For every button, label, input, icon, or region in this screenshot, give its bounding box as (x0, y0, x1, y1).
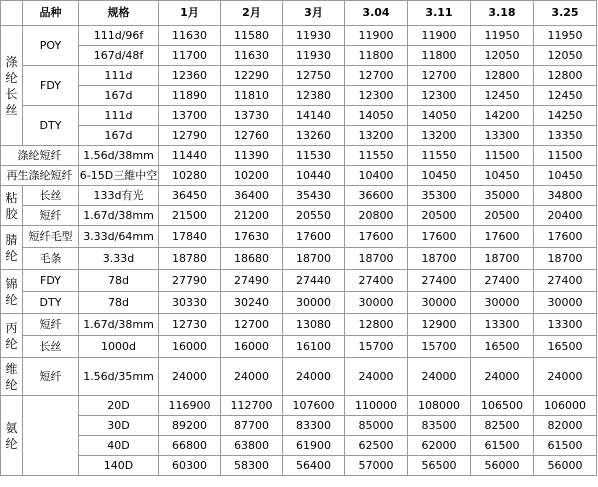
table-row (1, 106, 597, 126)
spec-cell: 1.56d/38mm (79, 146, 159, 166)
value-cell: 13300 (534, 314, 597, 336)
spec-cell: 6-15D三維中空 (79, 166, 159, 186)
spec-cell: 40D (79, 436, 159, 456)
value-cell: 35000 (471, 186, 534, 206)
value-cell: 11900 (408, 26, 471, 46)
spec-cell: 1000d (79, 336, 159, 358)
value-cell: 13300 (471, 314, 534, 336)
value-cell: 11440 (159, 146, 221, 166)
value-cell: 16500 (471, 336, 534, 358)
value-cell: 24000 (408, 358, 471, 396)
value-cell: 35430 (283, 186, 345, 206)
type-cell (23, 396, 79, 476)
table-row (1, 436, 597, 456)
value-cell: 110000 (345, 396, 408, 416)
value-cell: 27490 (221, 270, 283, 292)
category-cell: 涤纶短纤 (1, 146, 79, 166)
value-cell: 24000 (471, 358, 534, 396)
value-cell: 12700 (221, 314, 283, 336)
table-row (1, 46, 597, 66)
value-cell: 35300 (408, 186, 471, 206)
value-cell: 61500 (534, 436, 597, 456)
category-cell: 腈纶 (1, 226, 23, 270)
value-cell: 20400 (534, 206, 597, 226)
value-cell: 17600 (471, 226, 534, 248)
category-cell: 涤纶长丝 (1, 26, 23, 146)
value-cell: 14050 (345, 106, 408, 126)
value-cell: 18680 (221, 248, 283, 270)
value-cell: 10450 (471, 166, 534, 186)
value-cell: 12300 (345, 86, 408, 106)
value-cell: 11800 (408, 46, 471, 66)
value-cell: 27790 (159, 270, 221, 292)
type-cell: 短纤毛型 (23, 226, 79, 248)
value-cell: 11890 (159, 86, 221, 106)
value-cell: 13200 (408, 126, 471, 146)
table-row (1, 248, 597, 270)
type-cell: FDY (23, 270, 79, 292)
value-cell: 14250 (534, 106, 597, 126)
spec-cell: 30D (79, 416, 159, 436)
value-cell: 30000 (408, 292, 471, 314)
value-cell: 62500 (345, 436, 408, 456)
value-cell: 83300 (283, 416, 345, 436)
value-cell: 15700 (408, 336, 471, 358)
value-cell: 27440 (283, 270, 345, 292)
value-cell: 116900 (159, 396, 221, 416)
value-cell: 18700 (283, 248, 345, 270)
type-cell: 长丝 (23, 336, 79, 358)
value-cell: 10450 (408, 166, 471, 186)
type-cell: DTY (23, 292, 79, 314)
value-cell: 36600 (345, 186, 408, 206)
value-cell: 17840 (159, 226, 221, 248)
value-cell: 11550 (408, 146, 471, 166)
header-cell: 规格 (79, 1, 159, 26)
value-cell: 12700 (408, 66, 471, 86)
value-cell: 11800 (345, 46, 408, 66)
value-cell: 13730 (221, 106, 283, 126)
value-cell: 36450 (159, 186, 221, 206)
header-cell (1, 1, 23, 26)
value-cell: 57000 (345, 456, 408, 476)
value-cell: 10400 (345, 166, 408, 186)
value-cell: 107600 (283, 396, 345, 416)
category-cell: 粘胶 (1, 186, 23, 226)
value-cell: 18700 (471, 248, 534, 270)
value-cell: 13260 (283, 126, 345, 146)
value-cell: 11900 (345, 26, 408, 46)
table-row (1, 146, 597, 166)
header-cell: 2月 (221, 1, 283, 26)
value-cell: 17630 (221, 226, 283, 248)
value-cell: 20800 (345, 206, 408, 226)
value-cell: 11580 (221, 26, 283, 46)
value-cell: 16500 (534, 336, 597, 358)
value-cell: 11930 (283, 46, 345, 66)
value-cell: 18700 (345, 248, 408, 270)
table-row (1, 270, 597, 292)
table-row (1, 66, 597, 86)
spec-cell: 78d (79, 270, 159, 292)
table-row (1, 292, 597, 314)
table-row (1, 126, 597, 146)
header-cell: 品种 (23, 1, 79, 26)
header-cell: 3月 (283, 1, 345, 26)
table-row (1, 456, 597, 476)
value-cell: 11930 (283, 26, 345, 46)
value-cell: 11950 (534, 26, 597, 46)
table-row (1, 186, 597, 206)
value-cell: 12050 (534, 46, 597, 66)
value-cell: 18780 (159, 248, 221, 270)
value-cell: 24000 (159, 358, 221, 396)
header-cell: 3.11 (408, 1, 471, 26)
spec-cell: 1.67d/38mm (79, 314, 159, 336)
table-row (1, 396, 597, 416)
value-cell: 30330 (159, 292, 221, 314)
spec-cell: 20D (79, 396, 159, 416)
value-cell: 61500 (471, 436, 534, 456)
value-cell: 12450 (471, 86, 534, 106)
value-cell: 16100 (283, 336, 345, 358)
table-row (1, 416, 597, 436)
value-cell: 11700 (159, 46, 221, 66)
value-cell: 10440 (283, 166, 345, 186)
value-cell: 15700 (345, 336, 408, 358)
spec-cell: 78d (79, 292, 159, 314)
value-cell: 13080 (283, 314, 345, 336)
value-cell: 12750 (283, 66, 345, 86)
value-cell: 18700 (408, 248, 471, 270)
value-cell: 82500 (471, 416, 534, 436)
value-cell: 20500 (408, 206, 471, 226)
header-cell: 3.18 (471, 1, 534, 26)
category-cell: 氨纶 (1, 396, 23, 476)
value-cell: 63800 (221, 436, 283, 456)
value-cell: 108000 (408, 396, 471, 416)
value-cell: 18700 (534, 248, 597, 270)
value-cell: 61900 (283, 436, 345, 456)
value-cell: 10200 (221, 166, 283, 186)
value-cell: 21500 (159, 206, 221, 226)
value-cell: 27400 (534, 270, 597, 292)
value-cell: 56400 (283, 456, 345, 476)
value-cell: 106000 (534, 396, 597, 416)
spec-cell: 140D (79, 456, 159, 476)
type-cell: 短纤 (23, 206, 79, 226)
value-cell: 106500 (471, 396, 534, 416)
value-cell: 11810 (221, 86, 283, 106)
value-cell: 11630 (159, 26, 221, 46)
category-cell: 锦纶 (1, 270, 23, 314)
value-cell: 89200 (159, 416, 221, 436)
category-cell: 再生涤纶短纤 (1, 166, 79, 186)
type-cell: DTY (23, 106, 79, 146)
value-cell: 62000 (408, 436, 471, 456)
value-cell: 12800 (534, 66, 597, 86)
value-cell: 36400 (221, 186, 283, 206)
value-cell: 10280 (159, 166, 221, 186)
value-cell: 24000 (221, 358, 283, 396)
value-cell: 11630 (221, 46, 283, 66)
value-cell: 27400 (408, 270, 471, 292)
value-cell: 17600 (534, 226, 597, 248)
value-cell: 13200 (345, 126, 408, 146)
value-cell: 27400 (345, 270, 408, 292)
type-cell: 长丝 (23, 186, 79, 206)
spec-cell: 111d (79, 66, 159, 86)
value-cell: 58300 (221, 456, 283, 476)
table-row (1, 358, 597, 396)
value-cell: 11500 (471, 146, 534, 166)
header-cell: 1月 (159, 1, 221, 26)
value-cell: 12730 (159, 314, 221, 336)
value-cell: 11530 (283, 146, 345, 166)
spec-cell: 3.33d/64mm (79, 226, 159, 248)
value-cell: 30000 (283, 292, 345, 314)
value-cell: 12790 (159, 126, 221, 146)
value-cell: 12050 (471, 46, 534, 66)
table-row (1, 226, 597, 248)
value-cell: 11950 (471, 26, 534, 46)
value-cell: 13300 (471, 126, 534, 146)
value-cell: 66800 (159, 436, 221, 456)
value-cell: 20550 (283, 206, 345, 226)
spec-cell: 1.56d/35mm (79, 358, 159, 396)
value-cell: 30240 (221, 292, 283, 314)
table-row (1, 336, 597, 358)
spec-cell: 1.67d/38mm (79, 206, 159, 226)
value-cell: 12760 (221, 126, 283, 146)
value-cell: 20500 (471, 206, 534, 226)
type-cell: 短纤 (23, 314, 79, 336)
value-cell: 60300 (159, 456, 221, 476)
type-cell: 毛条 (23, 248, 79, 270)
value-cell: 12900 (408, 314, 471, 336)
header-cell: 3.04 (345, 1, 408, 26)
table-row (1, 314, 597, 336)
value-cell: 82000 (534, 416, 597, 436)
value-cell: 12360 (159, 66, 221, 86)
table-row (1, 86, 597, 106)
value-cell: 12290 (221, 66, 283, 86)
value-cell: 24000 (534, 358, 597, 396)
value-cell: 17600 (345, 226, 408, 248)
value-cell: 30000 (345, 292, 408, 314)
value-cell: 30000 (534, 292, 597, 314)
value-cell: 27400 (471, 270, 534, 292)
value-cell: 12800 (345, 314, 408, 336)
value-cell: 24000 (345, 358, 408, 396)
spec-cell: 133d有光 (79, 186, 159, 206)
value-cell: 87700 (221, 416, 283, 436)
value-cell: 12380 (283, 86, 345, 106)
value-cell: 56000 (534, 456, 597, 476)
value-cell: 17600 (283, 226, 345, 248)
spec-cell: 3.33d (79, 248, 159, 270)
value-cell: 12300 (408, 86, 471, 106)
value-cell: 10450 (534, 166, 597, 186)
value-cell: 16000 (159, 336, 221, 358)
spec-cell: 167d (79, 86, 159, 106)
value-cell: 14050 (408, 106, 471, 126)
value-cell: 11500 (534, 146, 597, 166)
value-cell: 85000 (345, 416, 408, 436)
spec-cell: 111d/96f (79, 26, 159, 46)
category-cell: 维纶 (1, 358, 23, 396)
value-cell: 56000 (471, 456, 534, 476)
table-row (1, 166, 597, 186)
value-cell: 13700 (159, 106, 221, 126)
table-row (1, 26, 597, 46)
value-cell: 12700 (345, 66, 408, 86)
value-cell: 14200 (471, 106, 534, 126)
value-cell: 34800 (534, 186, 597, 206)
type-cell: POY (23, 26, 79, 66)
value-cell: 16000 (221, 336, 283, 358)
value-cell: 24000 (283, 358, 345, 396)
type-cell: 短纤 (23, 358, 79, 396)
category-cell: 丙纶 (1, 314, 23, 358)
value-cell: 12800 (471, 66, 534, 86)
header-row (1, 1, 597, 26)
spec-cell: 167d (79, 126, 159, 146)
value-cell: 83500 (408, 416, 471, 436)
value-cell: 21200 (221, 206, 283, 226)
value-cell: 30000 (471, 292, 534, 314)
value-cell: 112700 (221, 396, 283, 416)
header-cell: 3.25 (534, 1, 597, 26)
value-cell: 13350 (534, 126, 597, 146)
table-row (1, 206, 597, 226)
spec-cell: 111d (79, 106, 159, 126)
value-cell: 11390 (221, 146, 283, 166)
value-cell: 14140 (283, 106, 345, 126)
value-cell: 11550 (345, 146, 408, 166)
spec-cell: 167d/48f (79, 46, 159, 66)
value-cell: 12450 (534, 86, 597, 106)
value-cell: 56500 (408, 456, 471, 476)
type-cell: FDY (23, 66, 79, 106)
value-cell: 17600 (408, 226, 471, 248)
